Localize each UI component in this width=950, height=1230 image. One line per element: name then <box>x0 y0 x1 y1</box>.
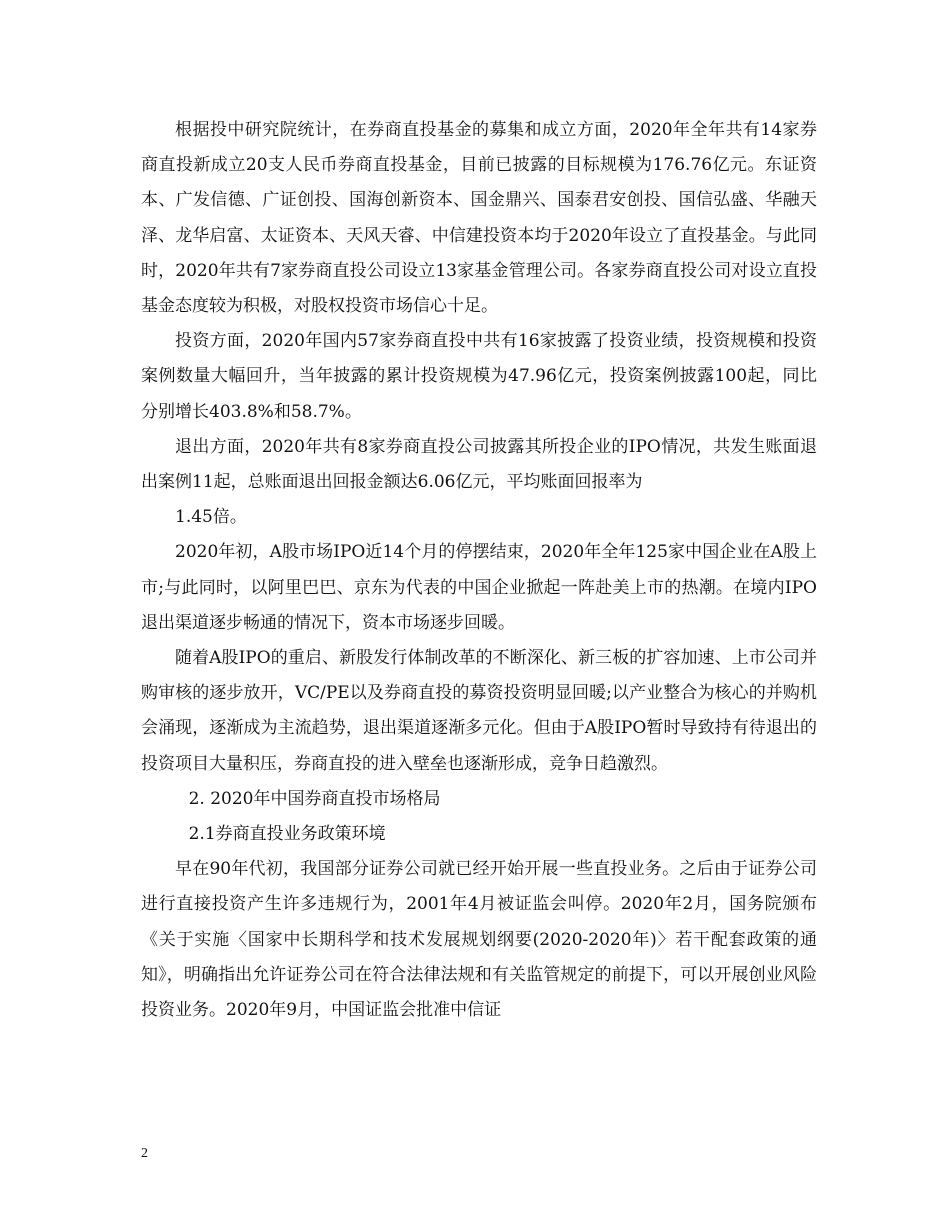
page-number: 2 <box>141 1146 148 1161</box>
paragraph-ipo-restart: 2020年初，A股市场IPO近14个月的停摆结束，2020年全年125家中国企业在A股上市;与此同时，以阿里巴巴、京东为代表的中国企业掀起一阵赴美上市的热潮。在境内IPO退出渠道逐步畅通的情况下，资本市场逐步回暖。 <box>141 542 817 633</box>
paragraph-investment: 投资方面，2020年国内57家券商直投中共有16家披露了投资业绩，投资规模和投资案例数量大幅回升，当年披露的累计投资规模为47.96亿元，投资案例披露100起，同比分别增长403.8%和58.7%。 <box>141 331 817 422</box>
paragraph-market-outlook: 随着A股IPO的重启、新股发行体制改革的不断深化、新三板的扩容加速、上市公司并购审核的逐步放开，VC/PE以及券商直投的募资投资明显回暖;以产业整合为核心的并购机会涌现，逐渐成为主流趋势，退出渠道逐渐多元化。但由于A股IPO暂时导致持有待退出的投资项目大量积压，券商直投的进入壁垒也逐渐形成，竞争日趋激烈。 <box>141 648 817 774</box>
paragraph-exit-tail: 1.45倍。 <box>175 507 247 528</box>
heading-section-2-1: 2.1券商直投业务政策环境 <box>188 824 386 845</box>
paragraph-history: 早在90年代初，我国部分证券公司就已经开始开展一些直投业务。之后由于证券公司进行直接投资产生许多违规行为，2001年4月被证监会叫停。2020年2月，国务院颁布《关于实施〈国家中长期科学和技术发展规划纲要(2020-2020年)〉若干配套政策的通知》，明确指出允许证券公司在符合法律法规和有关监管规定的前提下，可以开展创业风险投资业务。2020年9月，中国证监会批准中信证 <box>141 859 817 1021</box>
paragraph-fund-raising: 根据投中研究院统计，在券商直投基金的募集和成立方面，2020年全年共有14家券商直投新成立20支人民币券商直投基金，目前已披露的目标规模为176.76亿元。东证资本、广发信德、广证创投、国海创新资本、国金鼎兴、国泰君安创投、国信弘盛、华融天泽、龙华启富、太证资本、天风天睿、中信建投资本均于2020年设立了直投基金。与此同时，2020年共有7家券商直投公司设立13家基金管理公司。各家券商直投公司对设立直投基金态度较为积极，对股权投资市场信心十足。 <box>141 120 817 317</box>
paragraph-exit: 退出方面，2020年共有8家券商直投公司披露其所投企业的IPO情况，共发生账面退出案例11起，总账面退出回报金额达6.06亿元，平均账面回报率为 <box>141 436 817 493</box>
document-body <box>141 113 817 1028</box>
heading-section-2: 2. 2020年中国券商直投市场格局 <box>188 788 441 809</box>
